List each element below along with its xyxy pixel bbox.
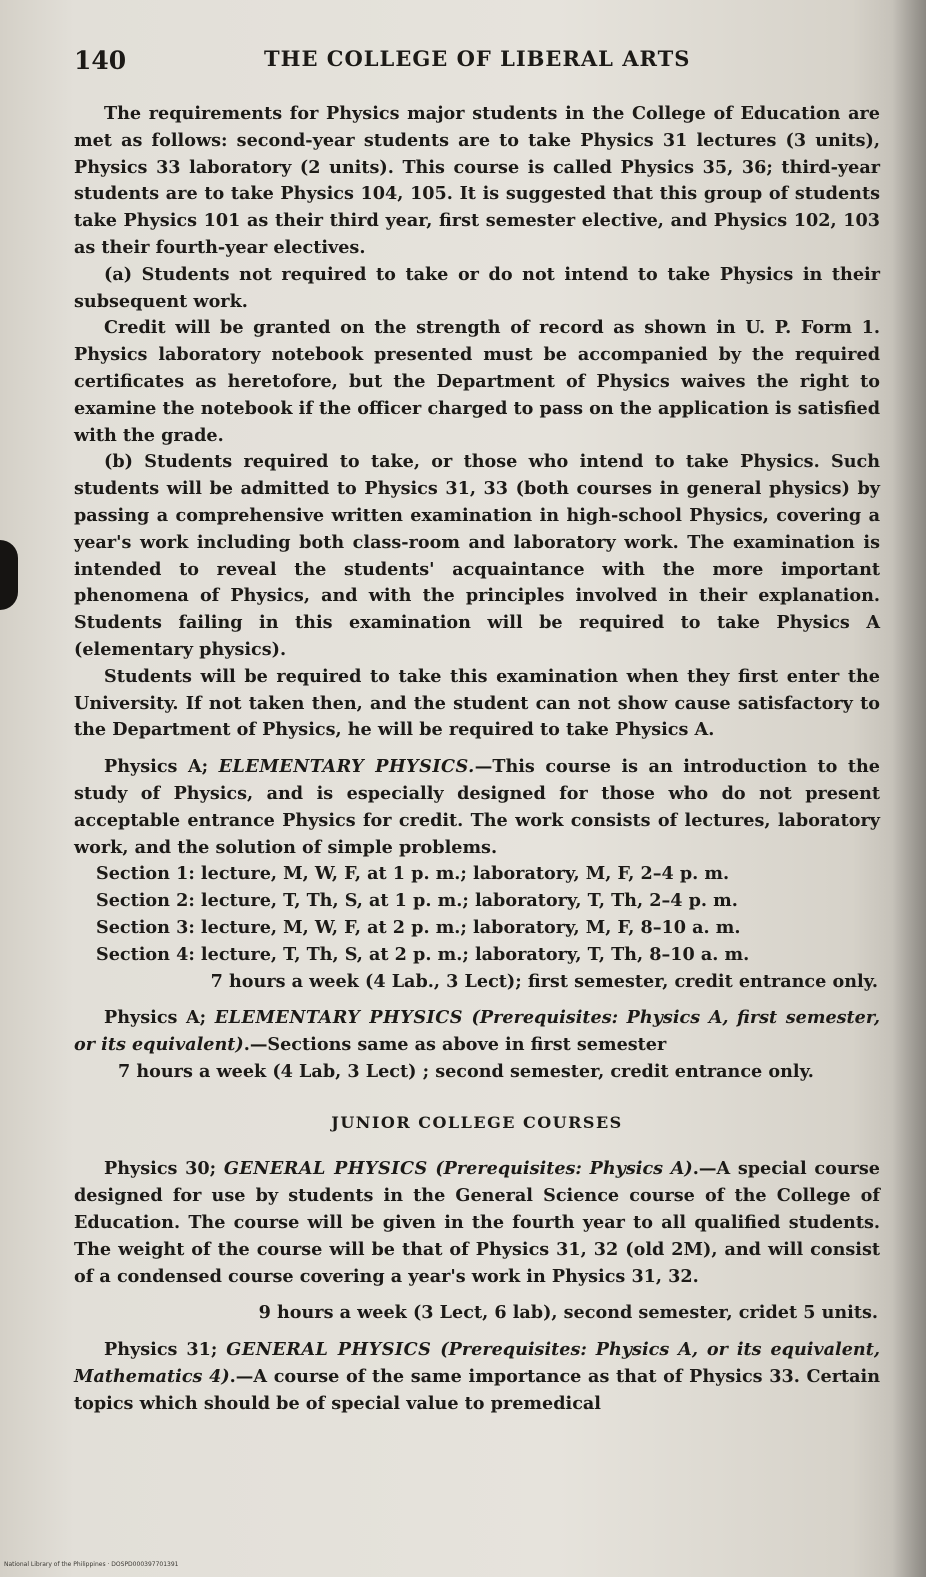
course-lead: Physics 31;	[104, 1339, 227, 1361]
course-physics-31	[74, 1337, 880, 1417]
paragraph-major-requirements: The requirements for Physics major students in the College of Education are met as follows: second-year students are to take Physics 31 lectures (3 units), Physics 33 laboratory (2 units). This course is called Physics 35, 36; third-year students are to take Physics 104, 105. It is suggested that this group of students take Physics 101 as their third year, first semester elective, and Physics 102, 103 as their fourth-year electives.	[74, 103, 880, 258]
course-title: GENERAL PHYSICS	[223, 1158, 428, 1180]
course-title: ELEMENTARY PHYSICS.	[218, 756, 475, 778]
running-head: THE COLLEGE OF LIBERAL ARTS	[264, 46, 691, 71]
course-title: ELEMENTARY PHYSICS	[214, 1007, 463, 1029]
paragraph-option-b: (b) Students required to take, or those who intend to take Physics. Such students will be admitted to Physics 31, 33 (both courses in general physics) by passing a comprehensive written examination in high-school Physics, covering a year's work including both class-room and laboratory work. The examination is intended to reveal the students' acquaintance with the more important phenomena of Physics, and with the principles involved in their explanation. Students failing in this examination will be required to take Physics A (elementary physics).	[74, 451, 880, 660]
section-line: Section 2: lecture, T, Th, S, at 1 p. m.; laboratory, T, Th, 2–4 p. m.	[96, 890, 738, 912]
course-description: .—Sections same as above in first semester	[243, 1034, 667, 1056]
course-prerequisites: (Prerequisites: Physics A, or its equivalent, Mathematics 4)	[74, 1339, 880, 1388]
section-line: Section 4: lecture, T, Th, S, at 2 p. m.; laboratory, T, Th, 8–10 a. m.	[96, 943, 750, 965]
page-number: 140	[74, 46, 127, 75]
course-prerequisites: (Prerequisites: Physics A)	[435, 1158, 693, 1180]
scan-credit: National Library of the Philippines · DOSPD000397701391	[4, 1561, 179, 1568]
course-physics-30	[74, 1156, 880, 1290]
course-description: —This course is an introduction to the study of Physics, and is especially designed for those who do not present acceptable entrance Physics for credit. The work consists of lectures, laboratory work, and the solution of simple problems.	[74, 756, 880, 858]
course-hours: 7 hours a week (4 Lab., 3 Lect); first semester, credit entrance only.	[210, 970, 878, 992]
course-hours: 9 hours a week (3 Lect, 6 lab), second semester, cridet 5 units.	[258, 1302, 878, 1324]
body-text	[74, 101, 880, 1418]
course-lead: Physics A;	[104, 1007, 215, 1029]
paragraph-examination: Students will be required to take this examination when they first enter the University. If not taken then, and the student can not show cause satisfactory to the Department of Physics, he will be required to take Physics A.	[74, 665, 880, 741]
section-heading: JUNIOR COLLEGE COURSES	[331, 1112, 623, 1132]
scan-smudge	[0, 540, 18, 610]
page-header	[74, 46, 874, 82]
course-description: .—A course of the same importance as that of Physics 33. Certain topics which should be of special value to premedical	[74, 1366, 880, 1414]
course-lead: Physics A;	[104, 756, 219, 778]
course-description: .—A special course designed for use by students in the General Science course of the College of Education. The course will be given in the fourth year to all qualified students. The weight of the course will be that of Physics 31, 32 (old 2M), and will consist of a condensed course covering a year's work in Physics 31, 32.	[74, 1158, 880, 1287]
course-prerequisites: (Prerequisites: Physics A, first semester, or its equivalent)	[74, 1007, 880, 1056]
paragraph-credit: Credit will be granted on the strength of record as shown in U. P. Form 1. Physics laboratory notebook presented must be accompanied by the required certificates as heretofore, but the Department of Physics waives the right to examine the notebook if the officer charged to pass on the application is satisfied with the grade.	[74, 317, 881, 446]
section-line: Section 1: lecture, M, W, F, at 1 p. m.; laboratory, M, F, 2–4 p. m.	[96, 863, 730, 885]
paragraph-option-a: (a) Students not required to take or do not intend to take Physics in their subsequent work.	[74, 263, 880, 312]
section-line: Section 3: lecture, M, W, F, at 2 p. m.; laboratory, M, F, 8–10 a. m.	[96, 916, 741, 938]
spine-shadow	[892, 0, 926, 1577]
course-physics-a-second	[74, 1005, 880, 1059]
course-hours: 7 hours a week (4 Lab, 3 Lect) ; second semester, credit entrance only.	[118, 1060, 814, 1082]
course-title: GENERAL PHYSICS	[226, 1339, 432, 1361]
course-lead: Physics 30;	[104, 1158, 224, 1180]
course-physics-a-first	[74, 754, 880, 861]
